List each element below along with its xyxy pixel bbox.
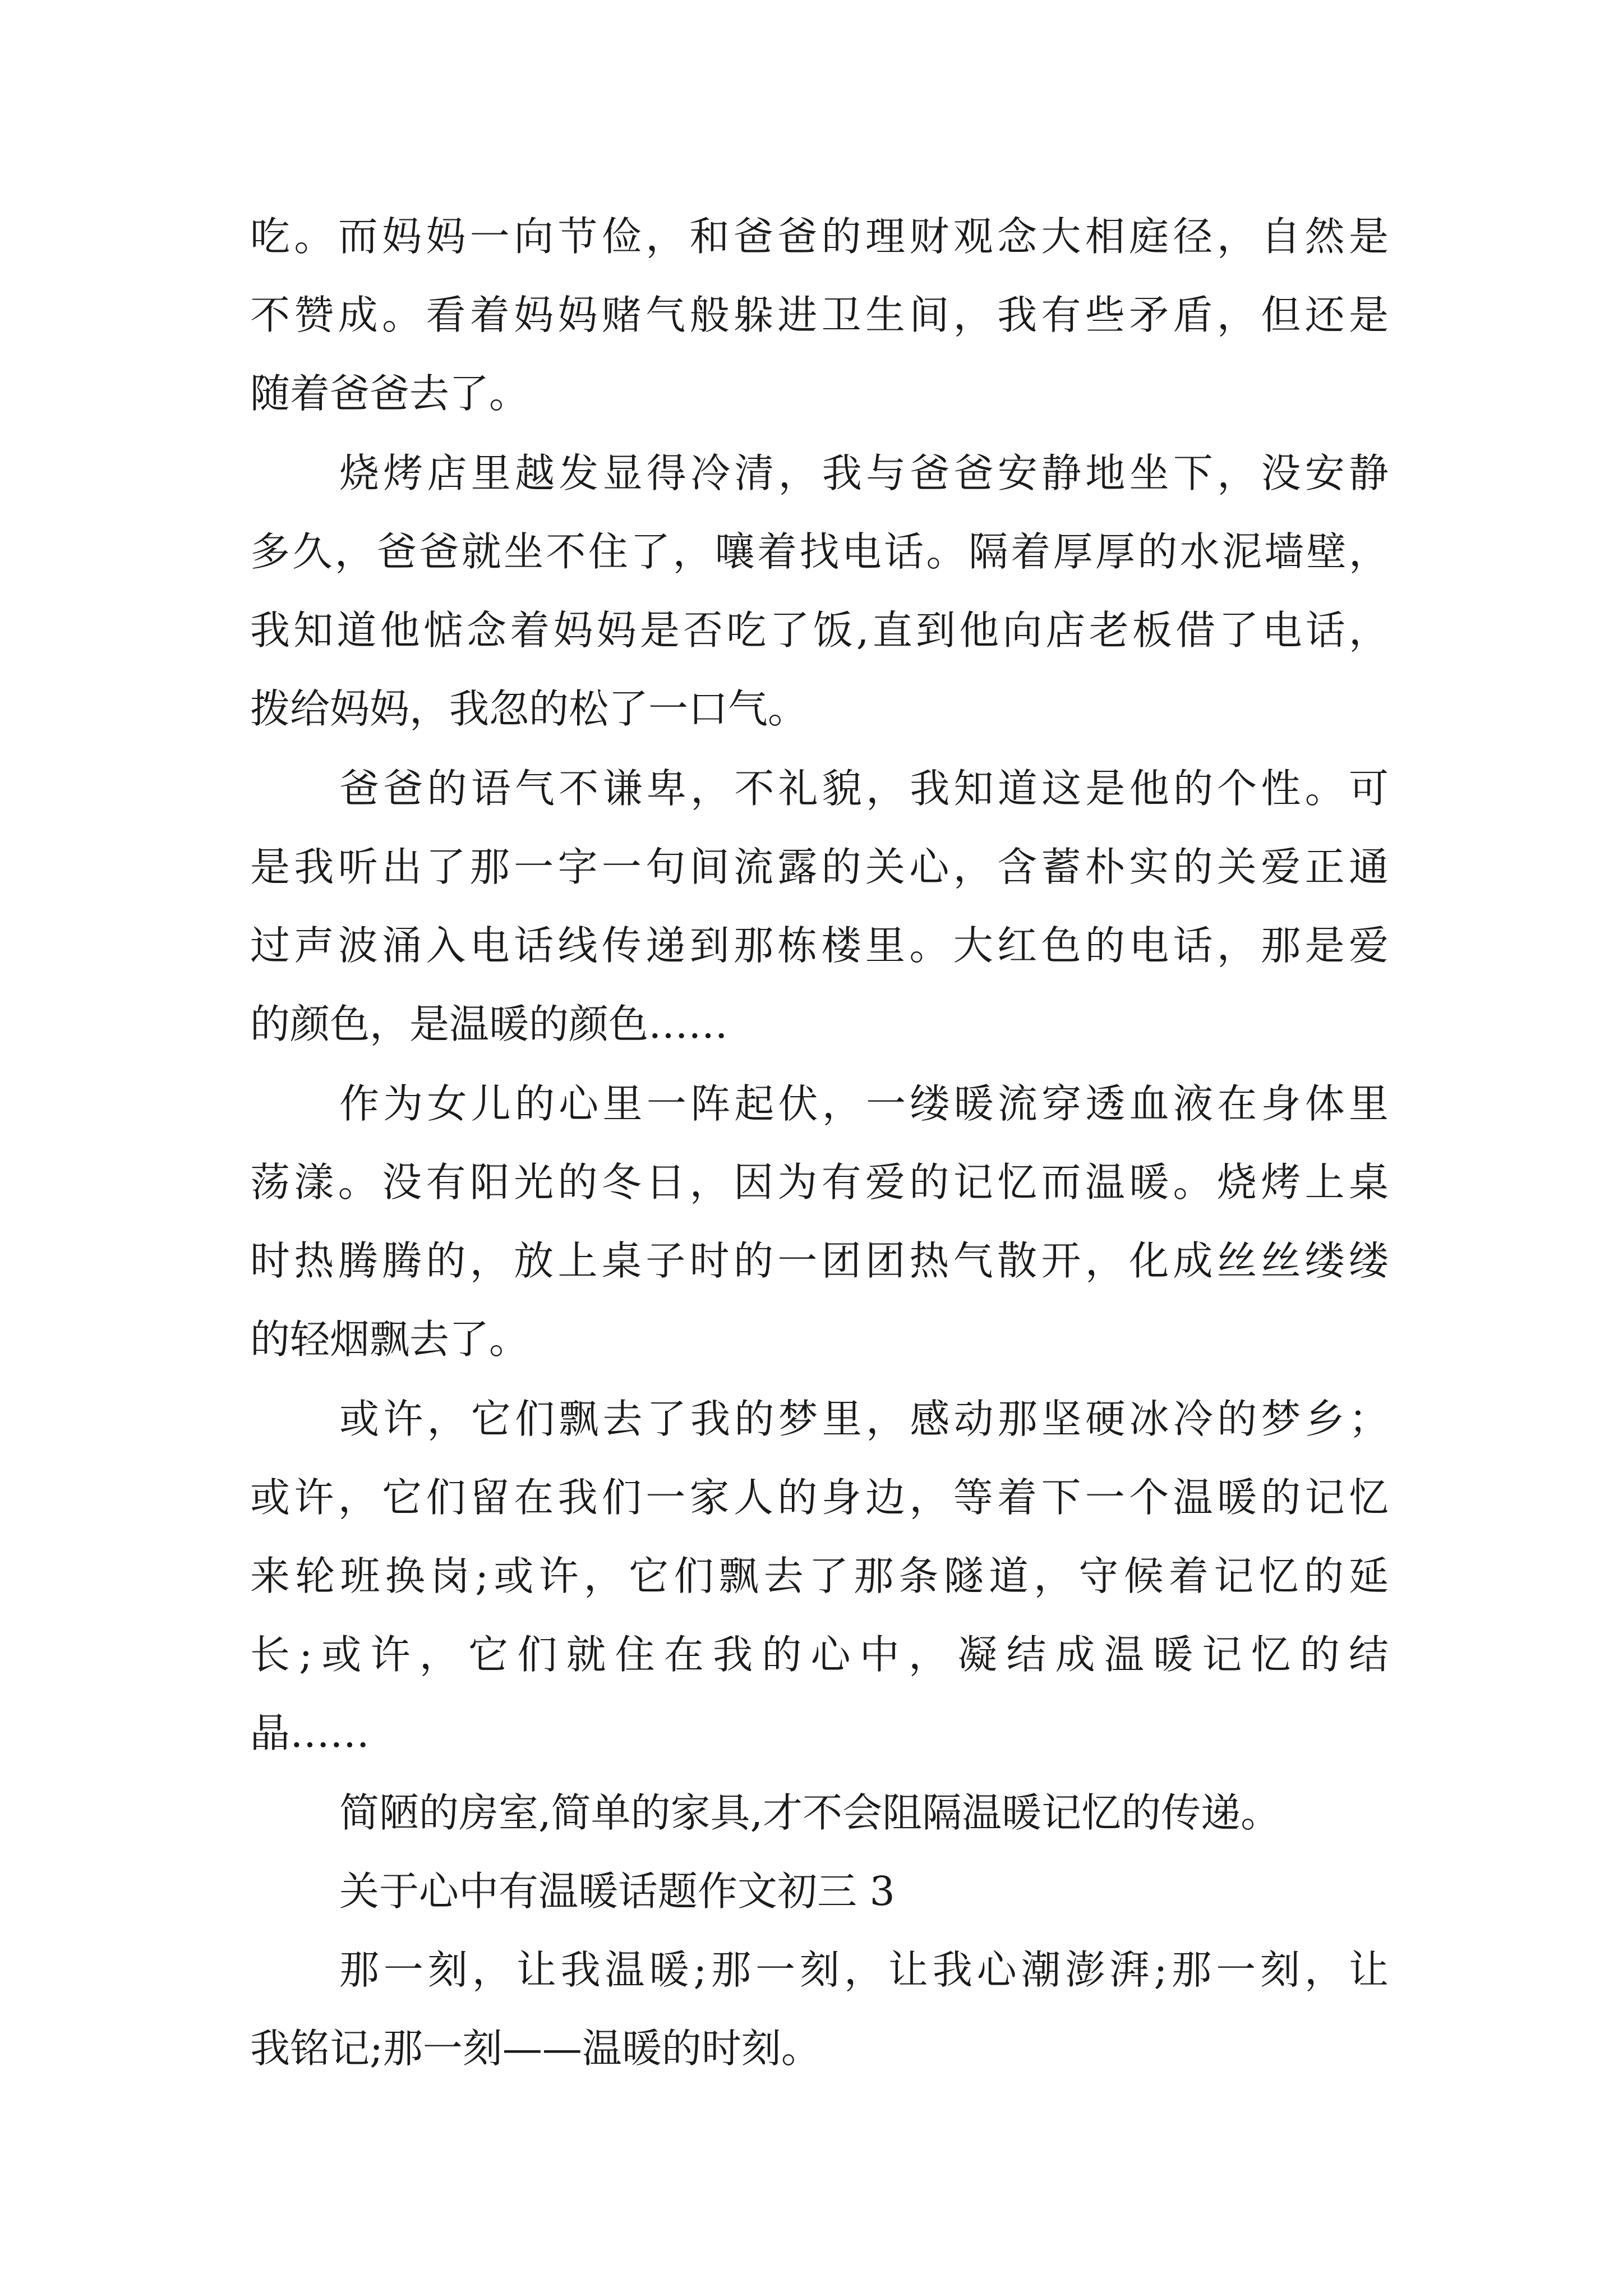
text-line: 那一刻，让我温暖;那一刻，让我心潮澎湃;那一刻，让 [339, 1947, 1389, 1993]
text-line: 多久，爸爸就坐不住了，嚷着找电话。隔着厚厚的水泥墙壁， [250, 528, 1389, 575]
text-line: 或许，它们飘去了我的梦里，感动那坚硬冰冷的梦乡； [339, 1396, 1389, 1442]
text-line: 作为女儿的心里一阵起伏，一缕暖流穿透血液在身体里 [339, 1080, 1389, 1127]
text-line: 来轮班换岗;或许，它们飘去了那条隧道，守候着记忆的延 [250, 1553, 1389, 1599]
text-line: 吃。而妈妈一向节俭，和爸爸的理财观念大相庭径，自然是 [250, 213, 1389, 260]
text-line: 简陋的房室,简单的家具,才不会阻隔温暖记忆的传递。 [339, 1789, 1281, 1836]
text-line: 或许，它们留在我们一家人的身边，等着下一个温暖的记忆 [250, 1474, 1389, 1521]
section-heading: 关于心中有温暖话题作文初三 3 [339, 1868, 895, 1915]
text-line: 拨给妈妈，我忽的松了一口气。 [250, 685, 808, 732]
text-line: 我铭记;那一刻——温暖的时刻。 [250, 2025, 821, 2072]
text-line: 我知道他惦念着妈妈是否吃了饭,直到他向店老板借了电话， [250, 607, 1389, 654]
text-line: 不赞成。看着妈妈赌气般躲进卫生间，我有些矛盾，但还是 [250, 292, 1389, 338]
text-line: 时热腾腾的，放上桌子时的一团团热气散开，化成丝丝缕缕 [250, 1237, 1389, 1284]
text-line: 过声波涌入电话线传递到那栋楼里。大红色的电话，那是爱 [250, 922, 1389, 969]
text-line: 晶…… [250, 1710, 370, 1756]
text-line: 随着爸爸去了。 [250, 370, 529, 417]
text-line: 爸爸的语气不谦卑，不礼貌，我知道这是他的个性。可 [339, 765, 1389, 812]
text-line: 是我听出了那一字一句间流露的关心，含蓄朴实的关爱正通 [250, 844, 1389, 890]
text-line: 长;或许，它们就住在我的心中，凝结成温暖记忆的结 [250, 1631, 1389, 1678]
text-line: 荡漾。没有阳光的冬日，因为有爱的记忆而温暖。烧烤上桌 [250, 1159, 1389, 1205]
text-line: 的颜色，是温暖的颜色…… [250, 1001, 728, 1047]
text-line: 的轻烟飘去了。 [250, 1316, 529, 1363]
text-line: 烧烤店里越发显得冷清，我与爸爸安静地坐下，没安静 [339, 450, 1389, 496]
